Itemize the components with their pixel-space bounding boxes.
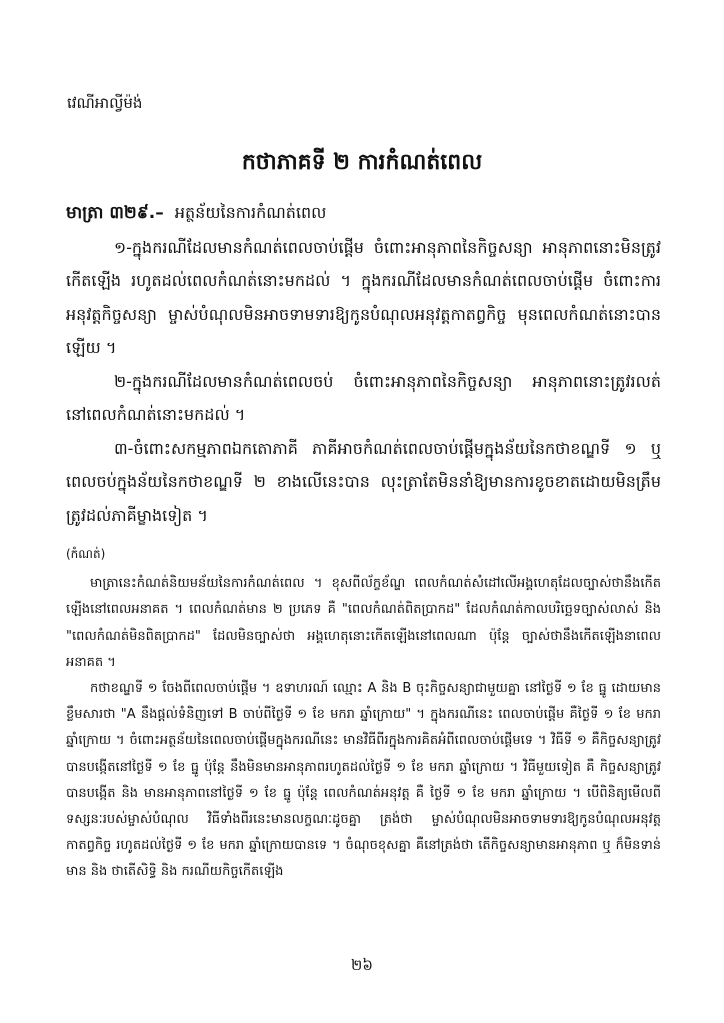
- article-paragraph-2: ២-ក្នុងករណីដែលមានកំណត់ពេលចប់ ចំពោះអានុភាពនៃកិច្ចសន្យា អានុភាពនោះត្រូវរលត់នៅពេលកំណត់នោះមកដល់ ។: [66, 371, 661, 424]
- article-paragraph-3: ៣-ចំពោះសកម្មភាពឯកតោភាគី ភាគីអាចកំណត់ពេលចាប់ផ្តើមក្នុងន័យនៃកថាខណ្ឌទី ១ ឬ ពេលចប់ក្នុងន័យនៃកថាខណ្ឌទី ២ ខាងលើនេះបាន លុះត្រាតែមិននាំឱ្យមានការខូចខាតដោយមិនត្រឹមត្រូវដល់ភាគីម្ខាងទៀត ។: [66, 438, 661, 525]
- article-title: អត្ថន័យនៃការកំណត់ពេល: [174, 203, 327, 222]
- commentary-label: (កំណត់): [66, 547, 106, 561]
- header-note: វេណីអាល្វីម៉ង់: [67, 94, 143, 112]
- commentary-paragraph-2: កថាខណ្ឌទី ១ ចែងពីពេលចាប់ផ្តើម ។ ឧទាហរណ៍ ឈ្មោះ A និង B ចុះកិច្ចសន្យាជាមួយគ្នា នៅថ្ងៃទី ១ ខែ ធ្នូ ដោយមានខ្លឹមសារថា "A នឹងផ្តល់ទំនិញទៅ B ចាប់ពីថ្ងៃទី ១ ខែ មករា ឆ្នាំក្រោយ" ។ ក្នុងករណីនេះ ពេលចាប់ផ្តើម គឺថ្ងៃទី ១ ខែ មករា ឆ្នាំក្រោយ ។ ចំពោះអត្ថន័យនៃពេលចាប់ផ្តើមក្នុងករណីនេះ មានវិធីពីរក្នុងការគិតអំពីពេលចាប់ផ្តើមទេ ។ វិធីទី ១ គឺកិច្ចសន្យាត្រូវបានបង្កើតនៅថ្ងៃទី ១ ខែ ធ្នូ ប៉ុន្តែ នឹងមិនមានអានុភាពរហូតដល់ថ្ងៃទី ១ ខែ មករា ឆ្នាំក្រោយ ។ វិធីមួយទៀត គឺ កិច្ចសន្យាត្រូវបានបង្កើត និង មានអានុភាពនៅថ្ងៃទី ១ ខែ ធ្នូ ប៉ុន្តែ ពេលកំណត់អនុវត្ត គឺ ថ្ងៃទី ១ ខែ មករា ឆ្នាំក្រោយ ។ បើពិនិត្យមើលពីទស្សនៈរបស់ម្ចាស់បំណុល វិធីទាំងពីរនេះមានលក្ខណៈដូចគ្នា ត្រង់ថា ម្ចាស់បំណុលមិនអាចទាមទារឱ្យកូនបំណុលអនុវត្តកាតព្វកិច្ច រហូតដល់ថ្ងៃទី ១ ខែ មករា ឆ្នាំក្រោយបានទេ ។ ចំណុចខុសគ្នា គឺនៅត្រង់ថា តើកិច្ចសន្យាមានអានុភាព ឬ ក៏មិនទាន់មាន និង ថាតើសិទ្ធិ និង ករណីយកិច្ចកើតឡើង: [66, 681, 661, 880]
- article-heading-line: [66, 196, 661, 231]
- article-paragraph-1: ១-ក្នុងករណីដែលមានកំណត់ពេលចាប់ផ្តើម ចំពោះអានុភាពនៃកិច្ចសន្យា អានុភាពនោះមិនត្រូវកើតឡើង រហូតដល់ពេលកំណត់នោះមកដល់ ។ ក្នុងករណីដែលមានកំណត់ពេលចាប់ផ្តើម ចំពោះការអនុវត្តកិច្ចសន្យា ម្ចាស់បំណុលមិនអាចទាមទារឱ្យកូនបំណុលអនុវត្តកាតព្វកិច្ច មុនពេលកំណត់នោះបានឡើយ ។: [66, 237, 661, 357]
- commentary-paragraph-1: មាត្រានេះកំណត់និយមន័យនៃការកំណត់ពេល ។ ខុសពីល័ក្ខខ័ណ្ឌ ពេលកំណត់សំដៅលើអង្គហេតុដែលច្បាស់ថានឹងកើតឡើងនៅពេលអនាគត ។ ពេលកំណត់មាន ២ ប្រភេទ គឺ "ពេលកំណត់ពិតប្រាកដ" ដែលកំណត់កាលបរិច្ឆេទច្បាស់លាស់ និង "ពេលកំណត់មិនពិតប្រាកដ" ដែលមិនច្បាស់ថា អង្គហេតុនោះកើតឡើងនៅពេលណា ប៉ុន្តែ ច្បាស់ថានឹងកើតឡើងនាពេលអនាគត ។: [66, 576, 661, 670]
- article-heading: មាត្រា ៣២៩.–: [66, 203, 164, 223]
- article-block: [66, 196, 661, 532]
- page-number: ២៦: [351, 956, 373, 974]
- commentary-block: [66, 541, 661, 886]
- section-title: កថាភាគទី ២ ការកំណត់ពេល: [241, 150, 483, 175]
